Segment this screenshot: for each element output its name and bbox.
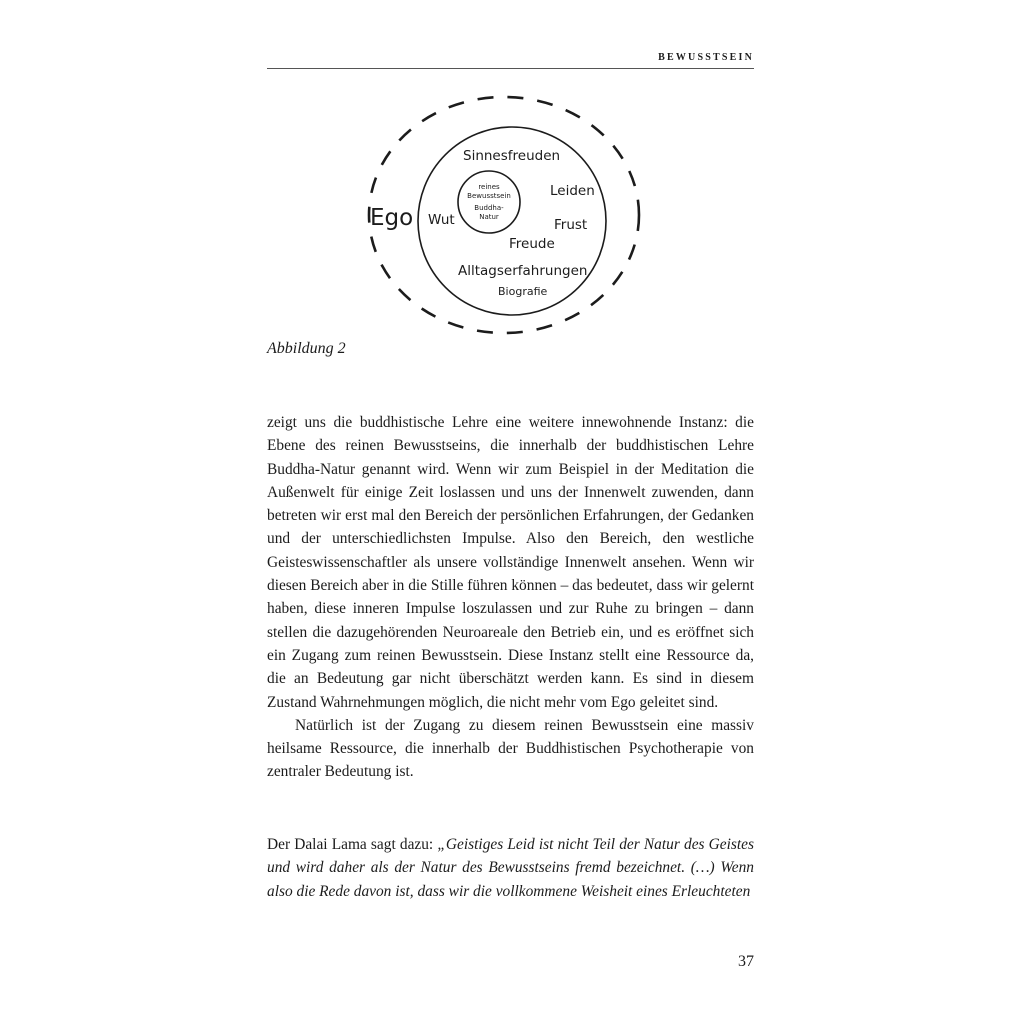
figure-caption: Abbildung 2	[267, 340, 346, 357]
label-alltagserfahrungen: Alltagserfahrungen	[458, 263, 588, 279]
body-text	[267, 411, 754, 784]
quote-intro: Der Dalai Lama sagt dazu:	[267, 836, 438, 853]
label-bewusstsein: Bewusstsein	[467, 192, 511, 200]
paragraph-2: Natürlich ist der Zugang zu diesem reinen Bewusstsein eine massiv heilsame Ressource, die innerhalb der Buddhistischen Psychotherapie von zentraler Bedeutung ist.	[267, 716, 754, 781]
core-circle	[458, 171, 520, 233]
figure-diagram	[355, 88, 655, 348]
page-number: 37	[738, 953, 754, 970]
paragraph-1: zeigt uns die buddhistische Lehre eine weitere innewohnende Instanz: die Ebene des reinen Bewusstseins, die innerhalb der buddhistischen Lehre Buddha-Natur genannt wird. Wenn wir zum Beispiel in der Meditation die Außenwelt für einige Zeit loslassen und uns der Innenwelt zuwenden, dann betreten wir erst mal den Bereich der persönlichen Erfahrungen, der Gedanken und der unterschiedlichsten Impulse. Also den Bereich, den westliche Geisteswissenschaftler als unsere vollständige Innenwelt ansehen. Wenn wir diesen Bereich aber in die Stille führen können – das bedeutet, dass wir gelernt haben, diese inneren Impulse loszulassen und zur Ruhe zu bringen – dann stellen die dazugehörenden Neuroareale den Betrieb ein, und es eröffnet sich ein Zugang zum reinen Bewusstsein. Diese Instanz stellt eine Ressource da, die an Bedeutung gar nicht überschätzt werden kann. Es sind in diesem Zustand Wahrnehmungen möglich, die nicht mehr vom Ego geleitet sind.	[267, 414, 754, 711]
label-natur: Natur	[479, 213, 499, 221]
label-frust: Frust	[554, 217, 588, 233]
running-head: BEWUSSTSEIN	[658, 52, 754, 63]
quote-block	[267, 833, 754, 903]
concentric-circles-diagram	[355, 88, 655, 348]
label-ego: Ego	[370, 205, 414, 231]
label-biografie: Biografie	[498, 285, 548, 298]
label-sinnesfreuden: Sinnesfreuden	[463, 148, 561, 164]
quote-text: „Geistiges Leid ist nicht Teil der Natur des Geistes und wird daher als der Natur des Bewusstseins fremd bezeichnet. (…) Wenn also die Rede davon ist, dass wir die vollkommene Weisheit eines Erleuchteten	[267, 836, 754, 900]
label-buddha: Buddha-	[474, 204, 504, 212]
label-leiden: Leiden	[550, 183, 595, 199]
label-wut: Wut	[428, 212, 455, 228]
label-freude: Freude	[509, 236, 555, 252]
label-reines: reines	[478, 183, 500, 191]
header-rule	[267, 68, 754, 69]
